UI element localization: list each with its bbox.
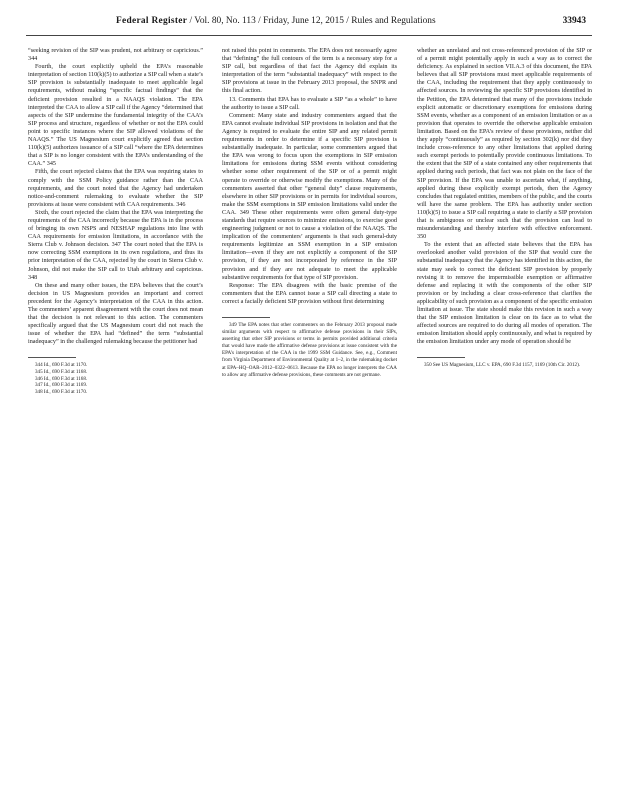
footnote: 346 Id., 690 F.3d at 1168. — [35, 375, 88, 382]
paragraph: Fourth, the court explicitly upheld the EPA’s reasonable interpretation of section 110(k)(5) to authorize a SIP call when a state’s SIP provision is substantially inadequate to meet applicable legal requirements, without making “specific factual findings” that the deficient provision resulted in a NAAQS violation. The EPA interpreted the CAA to allow a SIP call if the Agency “determined that aspects of the SIP undermine the fundamental integrity of the CAA’s SIP process and structure, regardless of whether or not the EPA could point to specific instances where the SIP allowed violations of the NAAQS.” The US Magnesium court explicitly agreed that section 110(k)(5) authorizes issuance of a SIP call “where the EPA determines that a SIP is no longer consistent with the EPA’s understanding of the CAA.” 345 — [28, 64, 204, 168]
column-2 — [222, 47, 397, 379]
footnote: 350 See US Magnesium, LLC v. EPA, 690 F.3d 1157, 1169 (10th Cir. 2012). — [424, 362, 581, 369]
paragraph: Fifth, the court rejected claims that the EPA was requiring states to comply with the SSM Policy guidance rather than the CAA requirements, and the court noted that the Agency had undertaken notice-and-comment rulemaking to evaluate whether the SIP provisions at issue were consistent with CAA requirements. 346 — [28, 169, 203, 208]
footnote-separator — [222, 317, 270, 318]
footnote-block — [222, 322, 397, 379]
header-line — [116, 14, 436, 28]
footnote: 349 The EPA notes that other commenters on the February 2013 proposal made similar arguments with respect to affirmative defense provisions in their SIPs, asserting that other SIP provisions or terms in permits provided additional criteria that would have made the affirmative defense provisions at issue consistent with the EPA’s interpretation of the CAA in the 1999 SSM Guidance. See, e.g., Comment from Virginia Department of Environmental Quality at 1–2, in the rulemaking docket at EPA–HQ–OAR–2012–0322–0613. Because the EPA no longer interprets the CAA to allow any affirmative defense provisions, these comments are not germane. — [222, 322, 397, 378]
column-1 — [28, 47, 203, 395]
paragraph: Response: The EPA disagrees with the basic premise of the commenters that the EPA cannot issue a SIP call directing a state to correct a facially deficient SIP provision without first determining — [222, 282, 397, 305]
paragraph: To the extent that an affected state believes that the EPA has overlooked another valid provision of the SIP that would cure the substantial inadequacy that the Agency has identified in this action, the state may seek to correct the deficient SIP provision by properly revising it to remove the impermissible exemption or affirmative defense and replacing it with the components of the other SIP provision or by including a clear cross-reference that clarifies the applicability of such provision as a component of the specific emission limitation at issue. The state should make this revision in such a way that the SIP emission limitation is clear on its face as to what the affected sources are required to do during all modes of operation. The emission limitation should apply continuously, and what is required by the emission limitation under any mode of operation should be — [417, 242, 592, 346]
paragraph: “seeking revision of the SIP was prudent, not arbitrary or capricious.” 344 — [28, 48, 203, 63]
header-rule — [26, 35, 592, 36]
paragraph: Comment: Many state and industry commenters argued that the EPA cannot evaluate individual SIP provisions in isolation and that the Agency is required to evaluate the entire SIP and any related permit requirements in order to determine if a specific SIP provision is substantially inadequate. In particular, some commenters argued that the EPA was wrong to focus upon the exemptions in SIP emission limitations for emissions during SSM events without considering whether some other requirement of the SIP or of a permit might operate to override or otherwise modify the exemptions. Many of the commenters asserted that other “general duty” clause requirements, elsewhere in other SIP provisions or in permits for individual sources, make the SSM exemptions in SIP emission limitations valid under the CAA. 349 These other requirements were often general duty-type standards that require sources to minimize emissions, to exercise good engineering judgment or not to cause a violation of the NAAQS. The implication of the commenters’ arguments is that such general-duty requirements legitimize an SSM exemption in a SIP emission limitation—even if they are not explicitly a component of the SIP provision, if they are not incorporated by reference in the SIP provision and if they are not adequate to meet the applicable substantive requirements for that type of SIP provision. — [222, 112, 397, 281]
paragraph: not raised this point in comments. The EPA does not necessarily agree that “defining” the full contours of the term is a necessary step for a SIP call, but regardless of that fact the Agency did explain its interpretation of the term “substantial inadequacy” with respect to the SIP provisions at issue in the February 2013 proposal, the SNPR and this final action. — [222, 48, 397, 95]
page-header — [26, 14, 592, 28]
footnote-separator — [28, 357, 76, 358]
section-heading: 13. Comments that EPA has to evaluate a SIP “as a whole” to have the authority to issue a SIP call. — [222, 96, 397, 111]
footnote: 344 Id., 690 F.3d at 1170. — [35, 362, 88, 369]
footnote: 347 Id., 690 F.3d at 1169. — [35, 382, 88, 389]
paragraph: Sixth, the court rejected the claim that the EPA was interpreting the requirements of the CAA incorrectly because the EPA is in the process of bringing its own NSPS and NESHAP regulations into line with CAA requirements for emission limitations, in accordance with the Sierra Club v. Johnson decision. 347 The court noted that the EPA is now correcting SSM exemptions in its own regulations, and thus its prior interpretation of the CAA, rejected by the court in Sierra Club v. Johnson, did not make the SIP call to Utah arbitrary and capricious. 348 — [28, 209, 203, 281]
footnote-block — [417, 362, 592, 369]
footnote-separator — [417, 357, 465, 358]
journal-name: Federal Register — [116, 16, 188, 26]
footnote: 345 Id., 690 F.3d at 1168. — [35, 369, 88, 376]
page-number: 33943 — [562, 16, 586, 26]
footnote-list — [28, 362, 203, 395]
paragraph: On these and many other issues, the EPA believes that the court’s decision in US Magnesium provides an important and correct precedent for the Agency’s interpretation of the CAA in this action. The commenters’ apparent disagreement with the court does not mean that the decision is not relevant to this action. The commenters specifically argued that the US Magnesium court did not reach the issue of whether the EPA had “defined” the term “substantial inadequacy” in the challenged rulemaking because the petitioner had — [28, 282, 203, 346]
paragraph: whether an unrelated and not cross-referenced provision of the SIP or of a permit might potentially apply in such a way as to correct the deficiency. As explained in section VII.A.3 of this document, the EPA believes that all SIP provisions must meet applicable requirements of the CAA, including the requirement that they apply continuously to affected sources. In reviewing the specific SIP provisions identified in the Petition, the EPA determined that many of the provisions include explicit automatic or discretionary exemptions for emissions during SSM events, whether as a component of an emission limitation or as a provision that operates to override the otherwise applicable emission limitation. Based on the EPA’s review of these provisions, neither did they apply “continuously” as required by section 302(k) nor did they include cross-reference to any other limitations that applied during such exempt periods to potentially provide continuous limitations. To the extent that the SIP of a state contained any other requirements that applied during such periods, that fact was not plain on the face of the SIP provision. If the EPA was unable to ascertain what, if anything, applied during these explicitly exempt periods, then the Agency concludes that regulated entities, members of the public, and the courts will have the same problem. The EPA has authority under section 110(k)(5) to issue a SIP call requiring a state to clarify a SIP provision that is ambiguous or unclear such that the provision can lead to misunderstanding and thereby interfere with effective enforcement. 350 — [417, 48, 592, 241]
column-3 — [417, 47, 592, 370]
issue-details: / Vol. 80, No. 113 / Friday, June 12, 2015 / Rules and Regulations — [189, 16, 436, 26]
footnote: 348 Id., 690 F.3d at 1170. — [35, 388, 88, 395]
